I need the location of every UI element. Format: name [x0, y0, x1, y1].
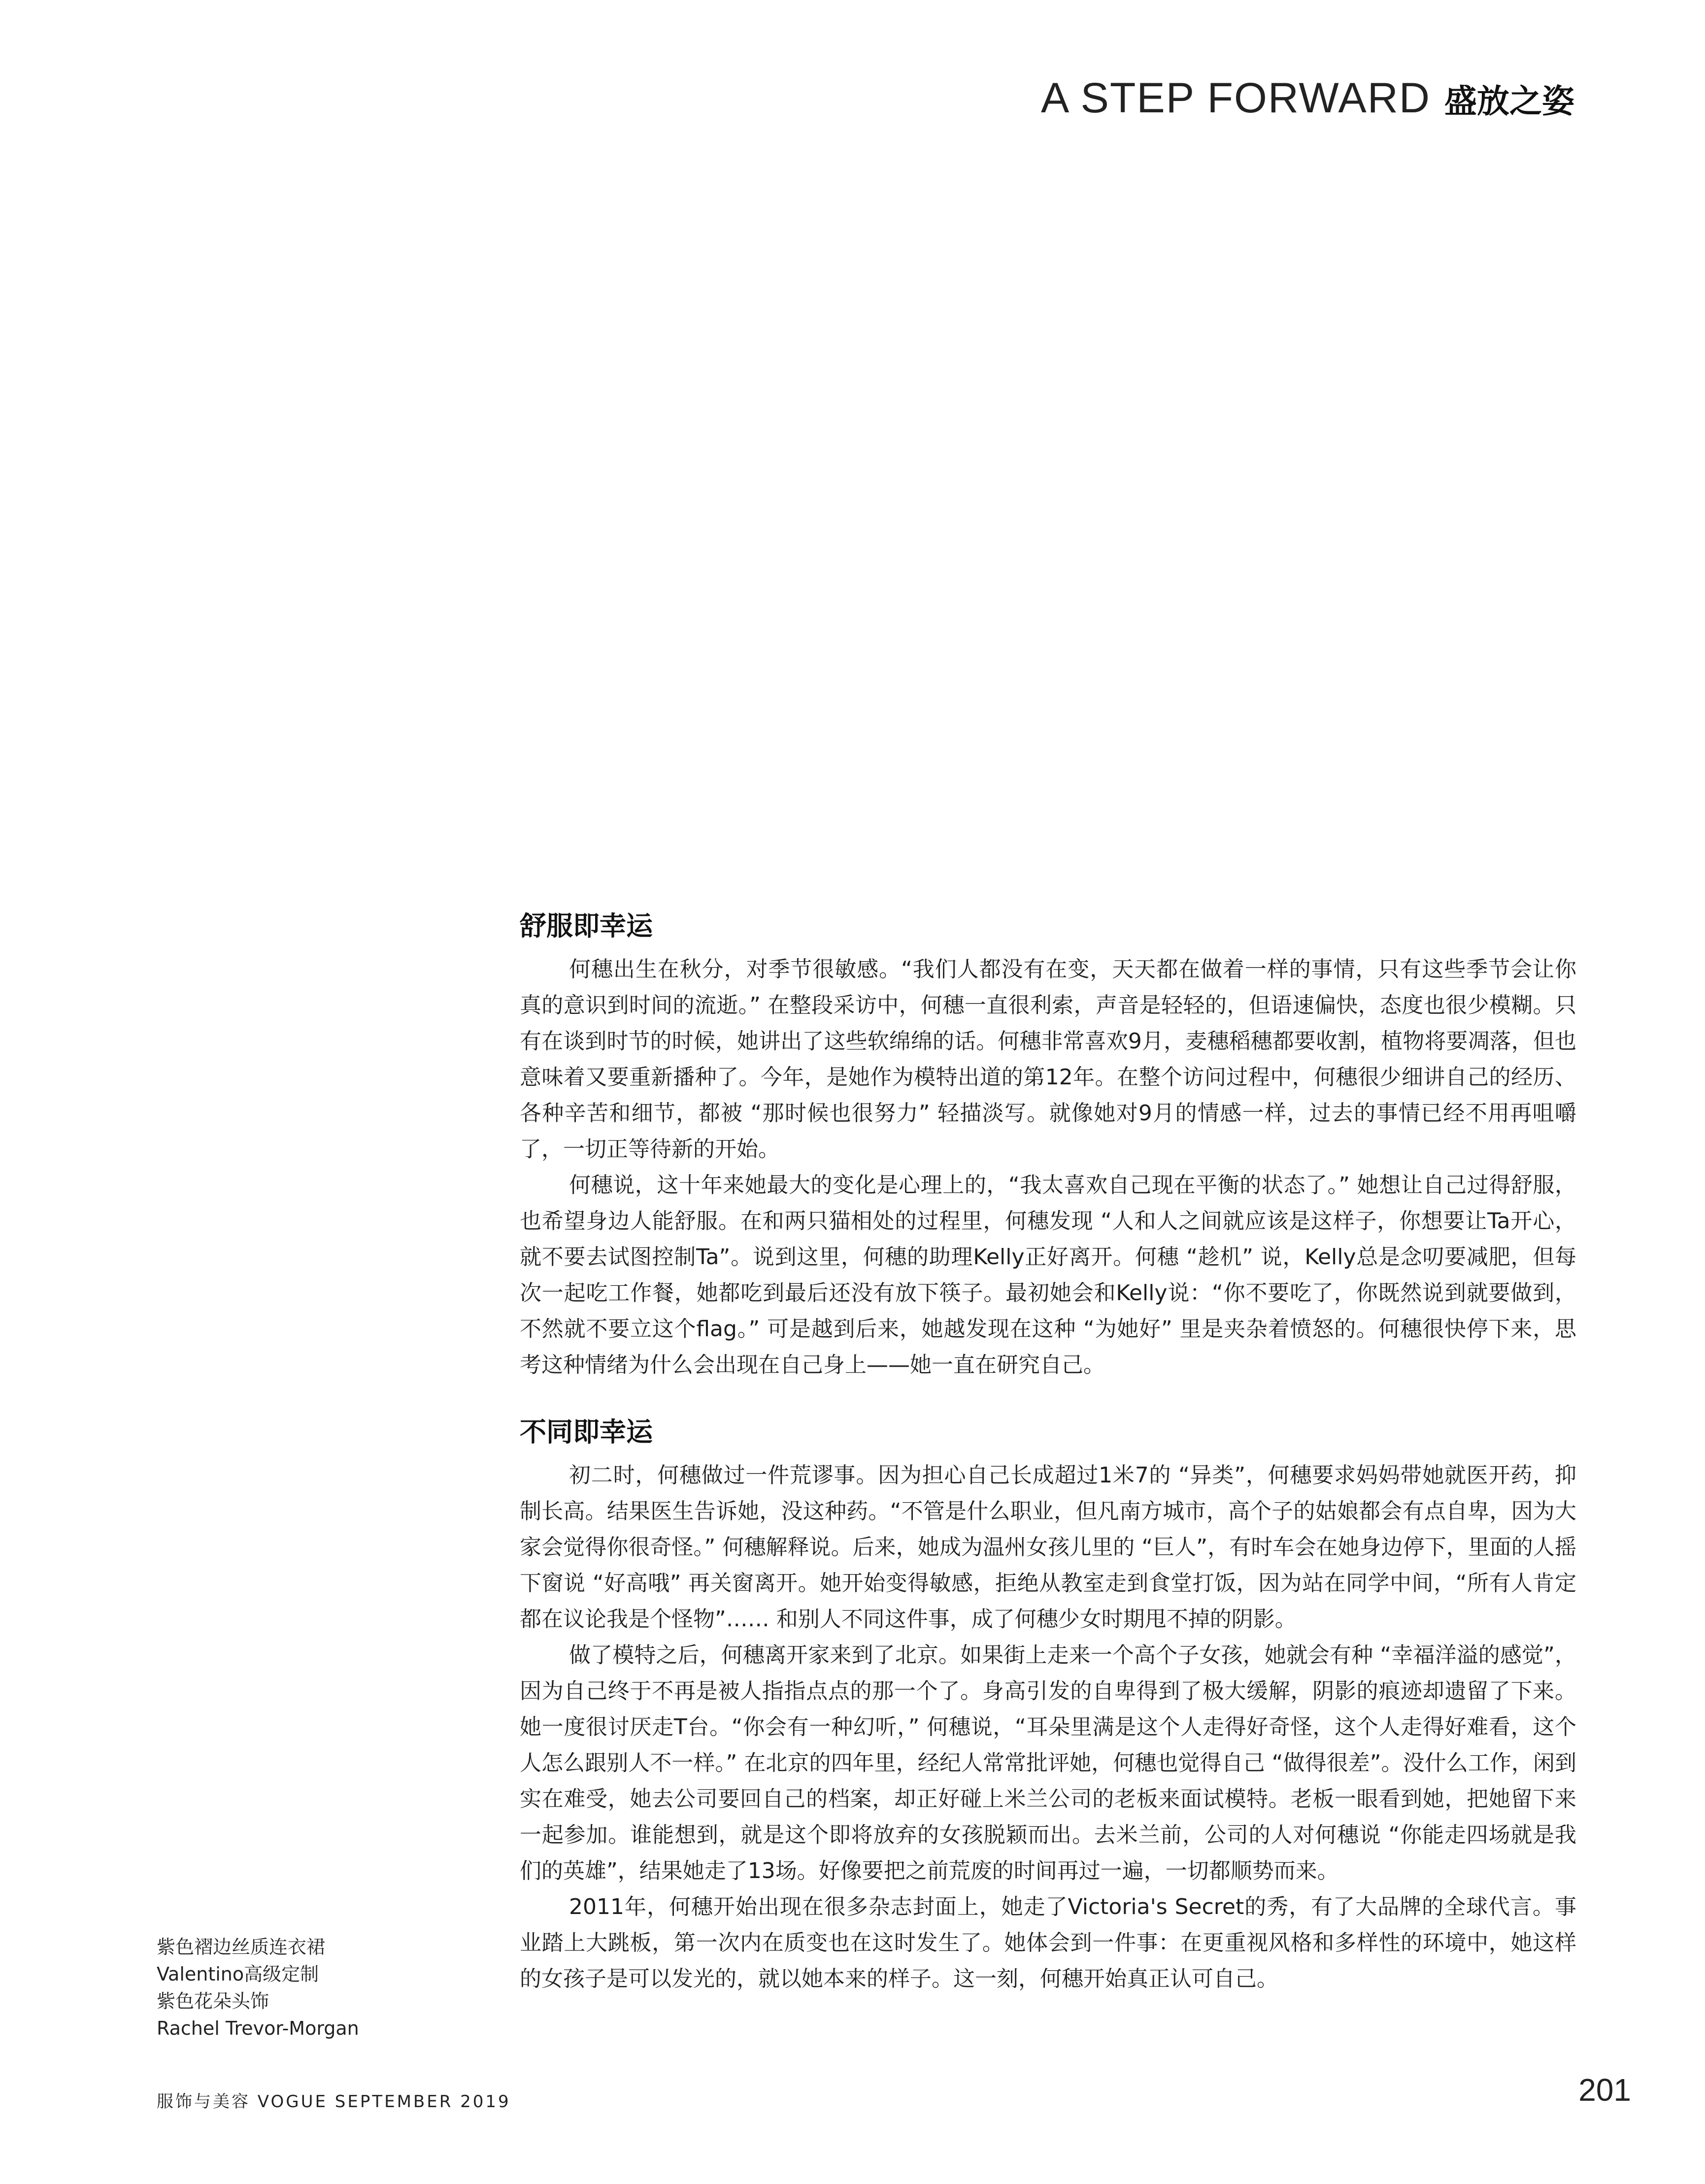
section-heading: 不同即幸运	[520, 1416, 653, 1447]
article-paragraph: 2011年，何穗开始出现在很多杂志封面上，她走了Victoria's Secret的秀，有了大品牌的全球代言。事业踏上大跳板，第一次内在质变也在这时发生了。她体会到一件事：在更重视风格和多样性的环境中，她这样的女孩子是可以发光的，就以她本来的样子。这一刻，何穗开始真正认可自己。	[520, 1894, 1576, 1991]
section-heading: 舒服即幸运	[520, 910, 653, 941]
article-paragraph: 做了模特之后，何穗离开家来到了北京。如果街上走来一个高个子女孩，她就会有种 “幸福洋溢的感觉”，因为自己终于不再是被人指指点点的那一个了。身高引发的自卑得到了极大缓解，阴影的痕迹却遗留了下来。她一度很讨厌走T台。“你会有一种幻听，” 何穗说，“耳朵里满是这个人走得好奇怪，这个人走得好难看，这个人怎么跟别人不一样。” 在北京的四年里，经纪人常常批评她，何穗也觉得自己 “做得很差”。没什么工作，闲到实在难受，她去公司要回自己的档案，却正好碰上米兰公司的老板来面试模特。老板一眼看到她，把她留下来一起参加。谁能想到，就是这个即将放弃的女孩脱颖而出。去米兰前，公司的人对何穗说 “你能走四场就是我们的英雄”，结果她走了13场。好像要把之前荒废的时间再过一遍，一切都顺势而来。	[520, 1643, 1576, 1883]
page-number: 201	[1578, 2072, 1631, 2108]
article-section	[520, 904, 1576, 1383]
article-body	[520, 904, 1576, 1997]
article-paragraph: 何穗说，这十年来她最大的变化是心理上的，“我太喜欢自己现在平衡的状态了。” 她想让自己过得舒服，也希望身边人能舒服。在和两只猫相处的过程里，何穗发现 “人和人之间就应该是这样子，你想要让Ta开心，就不要去试图控制Ta”。说到这里，何穗的助理Kelly正好离开。何穗 “趁机” 说，Kelly总是念叨要减肥，但每次一起吃工作餐，她都吃到最后还没有放下筷子。最初她会和Kelly说：“你不要吃了，你既然说到就要做到，不然就不要立这个flag。” 可是越到后来，她越发现在这种 “为她好” 里是夹杂着愤怒的。何穗很快停下来，思考这种情绪为什么会出现在自己身上——她一直在研究自己。	[520, 1173, 1576, 1378]
header-chinese-title: 盛放之姿	[1444, 82, 1574, 120]
photo-caption	[157, 1934, 452, 2042]
caption-line: 紫色花朵头饰	[157, 1990, 269, 2012]
header-english-title: A STEP FORWARD	[1041, 74, 1431, 122]
caption-line: 紫色褶边丝质连衣裙	[157, 1936, 326, 1958]
page-header	[1041, 74, 1574, 123]
footer-publication: 服饰与美容 VOGUE SEPTEMBER 2019	[157, 2092, 511, 2112]
caption-line: Rachel Trevor-Morgan	[157, 2017, 359, 2039]
article-paragraph: 何穗出生在秋分，对季节很敏感。“我们人都没有在变，天天都在做着一样的事情，只有这些季节会让你真的意识到时间的流逝。” 在整段采访中，何穗一直很利索，声音是轻轻的，但语速偏快，态度也很少模糊。只有在谈到时节的时候，她讲出了这些软绵绵的话。何穗非常喜欢9月，麦穗稻穗都要收割，植物将要凋落，但也意味着又要重新播种了。今年，是她作为模特出道的第12年。在整个访问过程中，何穗很少细讲自己的经历、各种辛苦和细节，都被 “那时候也很努力” 轻描淡写。就像她对9月的情感一样，过去的事情已经不用再咀嚼了，一切正等待新的开始。	[520, 957, 1576, 1162]
article-paragraph: 初二时，何穗做过一件荒谬事。因为担心自己长成超过1米7的 “异类”，何穗要求妈妈带她就医开药，抑制长高。结果医生告诉她，没这种药。“不管是什么职业，但凡南方城市，高个子的姑娘都会有点自卑，因为大家会觉得你很奇怪。” 何穗解释说。后来，她成为温州女孩儿里的 “巨人”，有时车会在她身边停下，里面的人摇下窗说 “好高哦” 再关窗离开。她开始变得敏感，拒绝从教室走到食堂打饭，因为站在同学中间，“所有人肯定都在议论我是个怪物”…… 和别人不同这件事，成了何穗少女时期甩不掉的阴影。	[520, 1463, 1576, 1632]
caption-line: Valentino高级定制	[157, 1963, 319, 1985]
article-section	[520, 1410, 1576, 1997]
